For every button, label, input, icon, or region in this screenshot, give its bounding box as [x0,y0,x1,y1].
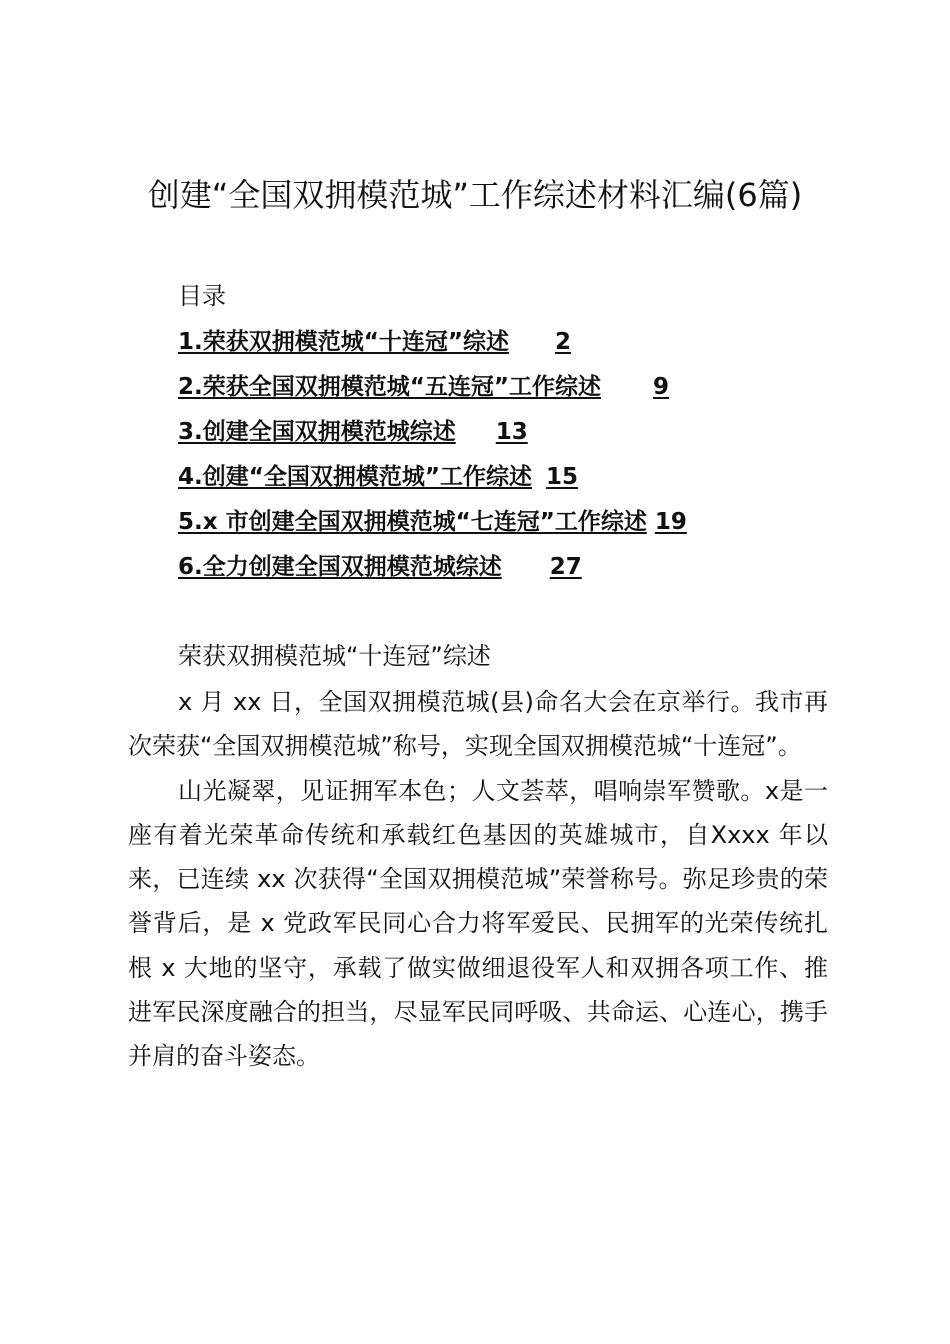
toc-link[interactable] [178,329,571,355]
toc-link[interactable] [178,554,582,580]
table-of-contents [178,322,687,592]
toc-item[interactable] [178,457,687,502]
toc-link[interactable] [178,374,669,400]
toc-label: 6.全力创建全国双拥模范城综述 [178,554,502,580]
toc-item[interactable] [178,322,687,367]
toc-label: 2.荣获全国双拥模范城“五连冠”工作综述 [178,374,601,400]
toc-page-number: 19 [654,509,687,535]
toc-link[interactable] [178,509,687,535]
body-text [128,680,828,1079]
toc-link[interactable] [178,464,578,490]
paragraph: x 月 xx 日，全国双拥模范城(县)命名大会在京举行。我市再次荣获“全国双拥模范城”称号，实现全国双拥模范城“十连冠”。 [128,688,828,761]
toc-label: 3.创建全国双拥模范城综述 [178,419,456,445]
toc-page-number: 2 [554,329,571,355]
toc-label: 4.创建“全国双拥模范城”工作综述 [178,464,532,490]
toc-item[interactable] [178,502,687,547]
toc-page-number: 9 [652,374,669,400]
toc-page-number: 13 [495,419,528,445]
toc-heading: 目录 [178,282,226,310]
section-heading: 荣获双拥模范城“十连冠”综述 [178,642,491,670]
toc-item[interactable] [178,412,687,457]
toc-page-number: 15 [545,464,578,490]
toc-label: 1.荣获双拥模范城“十连冠”综述 [178,329,509,355]
toc-item[interactable] [178,547,687,592]
toc-item[interactable] [178,367,687,412]
toc-label: 5.x 市创建全国双拥模范城“七连冠”工作综述 [178,509,647,535]
toc-page-number: 27 [549,554,582,580]
paragraph: 山光凝翠，见证拥军本色；人文荟萃，唱响崇军赞歌。x是一座有着光荣革命传统和承载红色基因的英雄城市，自Xxxx 年以来，已连续 xx 次获得“全国双拥模范城”荣誉称号。弥足珍贵的荣誉背后，是 x 党政军民同心合力将军爱民、民拥军的光荣传统扎根 x 大地的坚守，承载了做实做细退役军人和双拥各项工作、推进军民深度融合的担当，尽显军民同呼吸、共命运、心连心，携手并肩的奋斗姿态。 [128,776,828,1071]
toc-link[interactable] [178,419,528,445]
document-title: 创建“全国双拥模范城”工作综述材料汇编(6篇) [147,176,803,214]
